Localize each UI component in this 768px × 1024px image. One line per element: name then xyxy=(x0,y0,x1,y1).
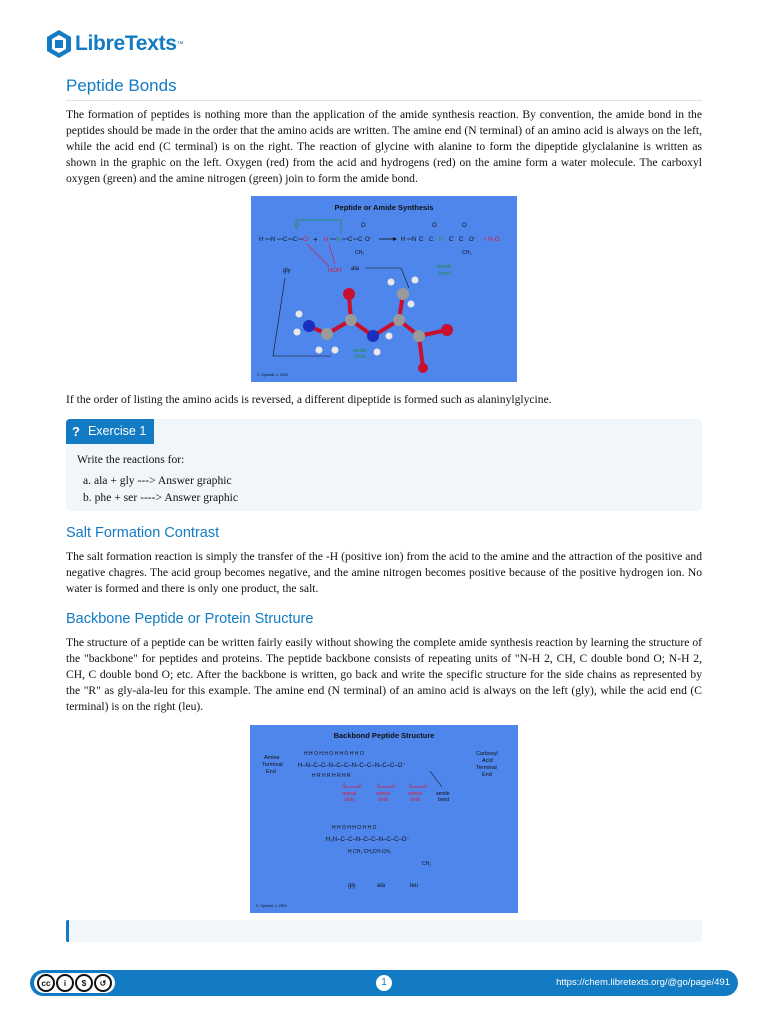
exercise-list xyxy=(77,472,238,506)
svg-text:O: O xyxy=(432,222,437,229)
exercise-box xyxy=(66,419,702,511)
svg-text:H H O H H O H H O: H H O H H O H H O xyxy=(332,824,377,831)
amine-end-label-3: End xyxy=(266,768,276,775)
svg-text:H: H xyxy=(259,236,264,243)
exercise-item-b[interactable]: b. phe + ser ----> Answer graphic xyxy=(83,491,239,505)
gly-label: gly xyxy=(283,267,291,274)
carboxyl-end-label-2: Acid xyxy=(482,757,493,764)
amide-bond-label-b: bond xyxy=(439,270,452,277)
peptide-bonds-paragraph: The formation of peptides is nothing more than the application of the amide synthesis reaction. By convention, the amide bond in the peptides should be made in the order that the amino acids are written. The amine end (N terminal) of an amino acid is always on the left, while the acid end (C terminal) is on the right. The reaction of glycine with alanine to form the dipeptide glyclalanine is written as shown in the graphic on the left. Oxygen (red) from the acid and hydrogens (red) on the amine form a water molecule. The carboxyl oxygen (green) and the amine nitrogen (green) join to form the amide bond. xyxy=(66,108,702,185)
svg-text:H₃N–C–C–N–C–C–N–C–C–O⁻: H₃N–C–C–N–C–C–N–C–C–O⁻ xyxy=(326,836,410,843)
carboxyl-end-label-1: Carboxyl xyxy=(476,750,498,757)
exercise-label: Exercise 1 xyxy=(87,424,147,439)
libretexts-logo[interactable] xyxy=(46,26,184,62)
hoh-label: HOH xyxy=(328,267,342,274)
svg-text:N: N xyxy=(439,236,444,243)
svg-text:C: C xyxy=(459,236,464,243)
water-product: + H₂O xyxy=(483,236,500,243)
svg-text:C: C xyxy=(358,236,363,243)
svg-text:N: N xyxy=(336,236,341,243)
empty-note-box xyxy=(66,920,702,942)
logo-trademark: ™ xyxy=(176,40,184,48)
tripeptide-structure xyxy=(326,825,431,867)
exercise-body xyxy=(77,451,238,506)
svg-text:O: O xyxy=(462,222,467,229)
svg-text:C: C xyxy=(429,236,434,243)
amide-bond-label-a2: amide xyxy=(436,790,450,797)
repeat-units-label-2b: units xyxy=(378,796,389,803)
molecule-model xyxy=(294,276,454,373)
repeat-units-label-1b: units xyxy=(344,796,355,803)
amine-end-label-1: Amine xyxy=(264,754,280,761)
svg-text:N: N xyxy=(412,236,417,243)
gly-name: gly xyxy=(348,882,356,889)
backbone-structure-figure xyxy=(250,725,518,913)
svg-text:C: C xyxy=(293,236,298,243)
libretexts-logo-icon xyxy=(46,29,72,59)
salt-formation-paragraph: The salt formation reaction is simply the transfer of the -H (positive ion) from the acid to the amine and the attraction of the positive and negative chagres. The acid group becomes negative, and the amine nitrogen becomes positive because of the positive hydrogen ion. No water is formed and there is only one product, the salt. xyxy=(66,550,702,596)
amine-end-label-2: Terminal xyxy=(262,761,283,768)
cc-icon: cc xyxy=(37,974,55,992)
svg-text:H: H xyxy=(324,236,329,243)
repeat-units-label-3a: repeat xyxy=(408,790,423,797)
svg-text:amide: amide xyxy=(353,347,367,354)
repeat-units-label-1a: repeat xyxy=(342,790,357,797)
ch3-label-2: CH₃ xyxy=(462,249,472,256)
carboxyl-end-label-4: End xyxy=(482,771,492,778)
svg-text:H: H xyxy=(401,236,406,243)
svg-text:H CH₃ CH₂: H CH₃ CH₂CH-CH₃ xyxy=(348,848,391,855)
nc-icon: $ xyxy=(75,974,93,992)
page-number: 1 xyxy=(376,975,392,991)
svg-text:O: O xyxy=(361,222,366,229)
svg-text:C: C xyxy=(419,236,424,243)
ch3-label-1: CH₃ xyxy=(355,249,365,256)
carboxyl-end-label-3: Terminal xyxy=(476,764,497,771)
figure2-credit: C. Ophardt, c. 2003 xyxy=(256,903,287,908)
svg-text:+: + xyxy=(313,234,318,244)
figure1-credit: C. Ophardt, c. 2003 xyxy=(257,372,288,377)
svg-text:O: O xyxy=(295,222,300,229)
logo-text: LibreTexts xyxy=(75,32,177,55)
exercise-item-a[interactable]: a. ala + gly ---> Answer graphic xyxy=(83,474,232,488)
backbone-paragraph: The structure of a peptide can be written fairly easily without showing the complete amide synthesis reaction by learning the structure of the "backbone" for peptides and proteins. The peptide backbone consists of repeating units of "N-H 2, CH, C double bond O; N-H 2, CH, C double bond O; etc. After the backbone is written, go back and write the specific structure for the side chains as represented by the "R" as gly-ala-leu for this example. The amine end (N terminal) of an amino acid is always on the left (gly), while the acid end (C terminal) is on the right (leu). xyxy=(66,636,702,713)
svg-text:O⁻: O⁻ xyxy=(365,236,373,243)
leu-name: leu xyxy=(410,882,419,889)
svg-text:C: C xyxy=(283,236,288,243)
peptide-synthesis-svg xyxy=(251,196,517,382)
page-footer xyxy=(30,970,738,996)
question-icon: ? xyxy=(72,424,80,440)
amide-bond-label-a: amide xyxy=(437,263,452,270)
svg-text:bond: bond xyxy=(355,353,367,360)
svg-text:N: N xyxy=(271,236,276,243)
amide-bond-label-b2: bond xyxy=(438,796,450,803)
svg-text:O⁻: O⁻ xyxy=(469,236,477,243)
svg-text:C: C xyxy=(449,236,454,243)
exercise-tab[interactable] xyxy=(66,419,154,444)
figure2-title: Backbond Peptide Structure xyxy=(333,730,435,740)
reaction-equation xyxy=(259,223,500,256)
ala-label: ala xyxy=(351,265,360,272)
cc-license-badge[interactable] xyxy=(34,973,115,993)
reversed-order-paragraph: If the order of listing the amino acids is reversed, a different dipeptide is formed such as alaninylglycine. xyxy=(66,392,552,406)
svg-text:C: C xyxy=(348,236,353,243)
svg-text:H H O H H O H H O H: H H O H H O H H O H H O xyxy=(304,750,364,757)
repeat-units-label-2a: repeat xyxy=(376,790,391,797)
svg-text:CH₃: CH₃ xyxy=(422,860,432,867)
svg-text:O⁻: O⁻ xyxy=(303,236,311,243)
backbone-chain xyxy=(298,751,406,779)
exercise-intro: Write the reactions for: xyxy=(77,453,185,467)
peptide-synthesis-figure xyxy=(251,196,517,382)
svg-text:H R H R H R: H R H R H R H R xyxy=(312,772,351,779)
section-title-peptide-bonds: Peptide Bonds xyxy=(66,76,702,101)
backbone-structure-svg xyxy=(250,725,518,913)
svg-text:H–N–C–C–N–C–C–N–C–C–N–C–C–O⁻: H–N–C–C–N–C–C–N–C–C–N–C–C–O⁻ xyxy=(298,762,406,769)
repeat-units-label-3b: units xyxy=(410,796,421,803)
sa-icon: ↺ xyxy=(94,974,112,992)
by-icon: i xyxy=(56,974,74,992)
section-title-salt-formation: Salt Formation Contrast xyxy=(66,525,220,542)
section-title-backbone: Backbone Peptide or Protein Structure xyxy=(66,611,314,628)
page-content xyxy=(66,76,702,923)
page-url-link[interactable]: https://chem.libretexts.org/@go/page/491 xyxy=(556,977,730,988)
ala-name: ala xyxy=(377,882,386,889)
figure1-title: Peptide or Amide Synthesis xyxy=(334,202,434,212)
